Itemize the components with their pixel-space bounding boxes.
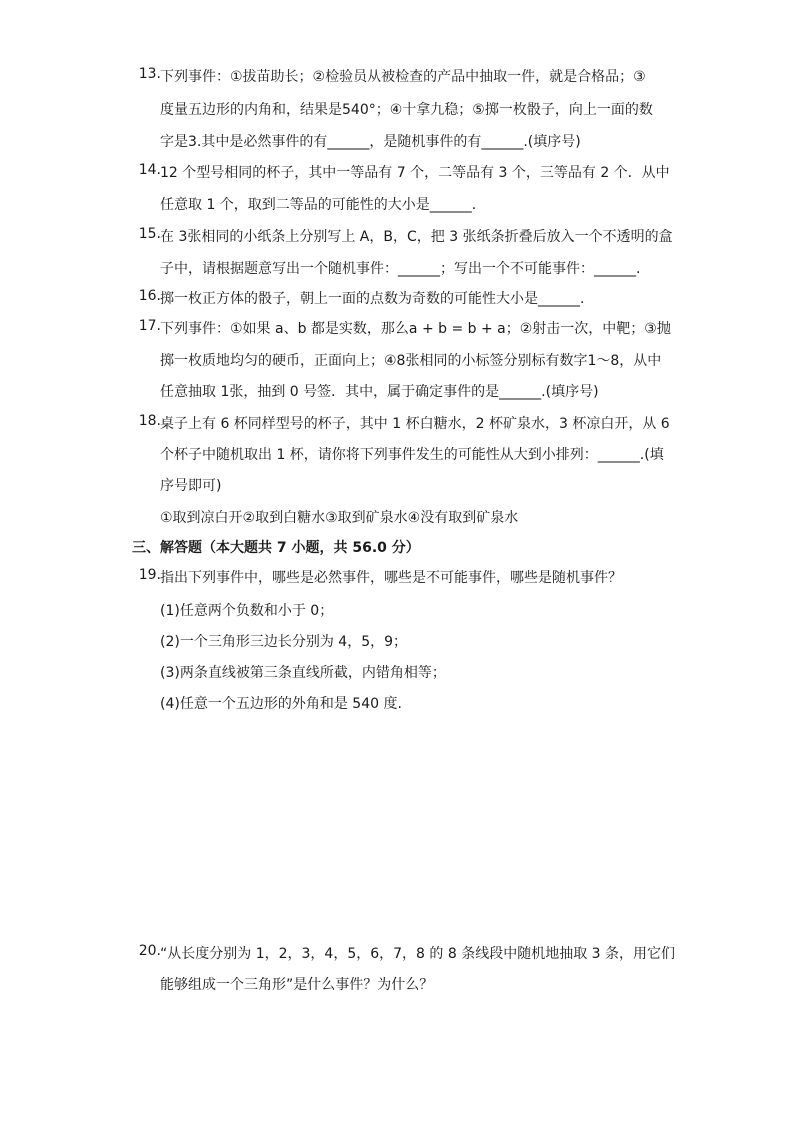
sub-question: (3)两条直线被第三条直线所截，内错角相等； <box>160 665 446 681</box>
question-number: 19. <box>138 567 161 583</box>
question-text-line: 能够组成一个三角形”是什么事件？为什么？ <box>160 977 434 993</box>
section-heading: 三、解答题（本大题共 7 小题，共 56.0 分） <box>132 540 420 556</box>
question-text-line: 桌子上有 6 杯同样型号的杯子，其中 1 杯白糖水，2 杯矿泉水，3 杯凉白开，从 6 <box>160 416 670 432</box>
question-text-line: 下列事件：①如果 a、b 都是实数，那么a + b = b + a；②射击一次，中靶；③抛 <box>160 321 671 337</box>
sub-question: (2)一个三角形三边长分别为 4，5，9； <box>160 634 408 650</box>
question-text-line: “从长度分别为 1，2，3，4，5，6，7，8 的 8 条线段中随机地抽取 3 条，用它们 <box>160 946 676 962</box>
question-text-line: 序号即可) <box>160 478 222 494</box>
question-number: 16. <box>138 288 161 304</box>
question-number: 14. <box>138 162 161 178</box>
question-text-line: 12 个型号相同的杯子，其中一等品有 7 个，二等品有 3 个，三等品有 2 个．从中 <box>160 165 670 181</box>
question-text-line: 字是3.其中是必然事件的有______，是随机事件的有______.(填序号) <box>160 134 581 150</box>
question-text-line: 指出下列事件中，哪些是必然事件，哪些是不可能事件，哪些是随机事件？ <box>160 570 622 586</box>
question-options: ①取到凉白开②取到白糖水③取到矿泉水④没有取到矿泉水 <box>160 510 519 526</box>
question-number: 15. <box>138 226 161 242</box>
question-text-line: 掷一枚正方体的骰子，朝上一面的点数为奇数的可能性大小是______. <box>160 291 585 307</box>
question-number: 13. <box>138 66 161 82</box>
question-text-line: 掷一枚质地均匀的硬币，正面向上；④8张相同的小标签分别标有数字1～8，从中 <box>160 353 662 369</box>
question-text-line: 在 3张相同的小纸条上分别写上 A，B，C，把 3 张纸条折叠后放入一个不透明的盒 <box>160 229 673 245</box>
question-number: 20. <box>138 943 161 959</box>
question-number: 17. <box>138 318 161 334</box>
question-text-line: 任意取 1 个，取到二等品的可能性的大小是______. <box>160 197 477 213</box>
question-number: 18. <box>138 413 161 429</box>
question-text-line: 任意抽取 1张，抽到 0 号签．其中，属于确定事件的是______.(填序号) <box>160 384 599 400</box>
question-text-line: 子中，请根据题意写出一个随机事件：______；写出一个不可能事件：______. <box>160 261 641 277</box>
question-text-line: 下列事件：①拔苗助长；②检验员从被检查的产品中抽取一件，就是合格品；③ <box>160 69 646 85</box>
question-text-line: 个杯子中随机取出 1 杯，请你将下列事件发生的可能性从大到小排列：______.(填 <box>160 447 664 463</box>
sub-question: (4)任意一个五边形的外角和是 540 度. <box>160 696 402 712</box>
question-text-line: 度量五边形的内角和，结果是540°；④十拿九稳；⑤掷一枚骰子，向上一面的数 <box>160 102 653 118</box>
sub-question: (1)任意两个负数和小于 0； <box>160 603 334 619</box>
